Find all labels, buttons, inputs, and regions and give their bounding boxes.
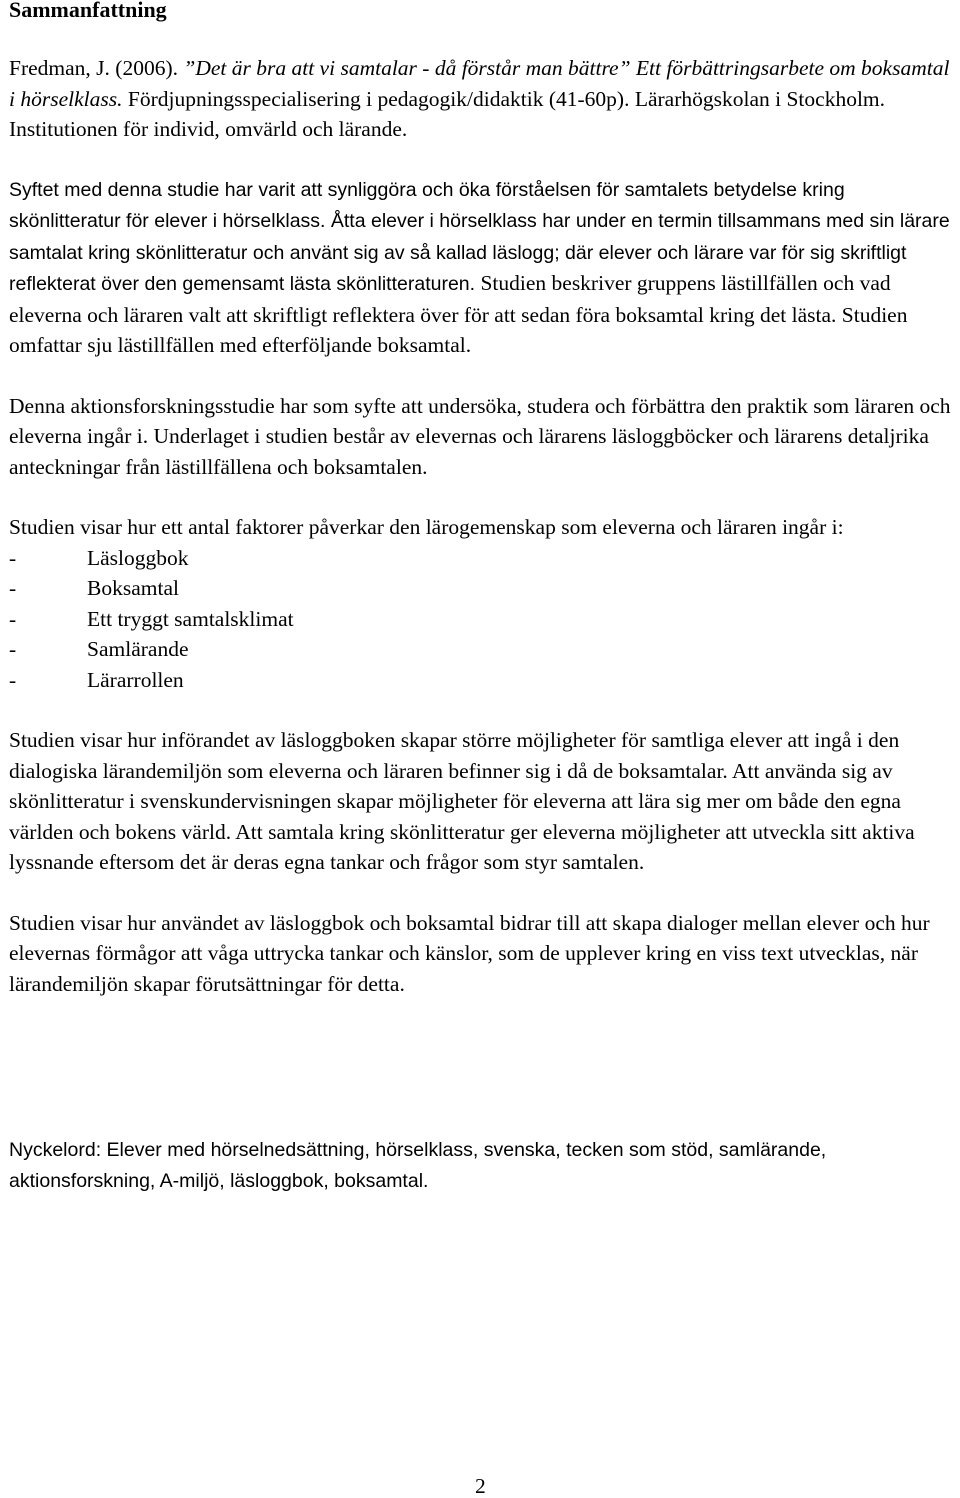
list-dash: - — [9, 637, 17, 661]
list-item-label: Ett tryggt samtalsklimat — [87, 606, 294, 631]
list-item-label: Läsloggbok — [87, 545, 189, 570]
list-item — [9, 665, 955, 696]
list-item — [9, 543, 955, 574]
list-item — [9, 604, 955, 635]
list-dash: - — [9, 576, 17, 600]
abstract-aim-paragraph — [9, 174, 955, 361]
citation — [9, 53, 955, 145]
factors-list — [9, 543, 955, 696]
abstract-aim-sans: Syftet med denna studie har varit att synliggöra och öka förståelsen för samtalets betydelse kring skönlitteratur för elever i hörselklass. Åtta elever i hörselklass har under en termin tillsammans med sin lärare samtalat kring skönlitteratur och använt sig av så kallad läslogg; där elever och lärare var för sig skriftligt reflekterat över den gemensamt lästa skönlitteraturen. — [9, 178, 950, 295]
list-item-label: Lärarrollen — [87, 667, 184, 692]
list-item — [9, 634, 955, 665]
page-number: 2 — [475, 1474, 486, 1498]
citation-title: ”Det är bra att vi samtalar - då förstår man bättre” Ett förbättringsarbete om boksamtal i hörselklass. — [9, 56, 950, 111]
citation-authors-year: Fredman, J. (2006). — [9, 56, 184, 80]
list-dash: - — [9, 606, 17, 631]
list-item-label: Samlärande — [87, 637, 189, 661]
abstract-aim-serif: Studien beskriver gruppens lästillfällen och vad eleverna och läraren valt att skriftligt reflektera över för att sedan föra boksamtal kring det lästa. Studien omfattar sju lästillfällen med efterföljande boksamtal. — [9, 271, 908, 357]
document-page — [9, 0, 955, 1196]
factors-intro: Studien visar hur ett antal faktorer påverkar den lärogemenskap som eleverna och läraren ingår i: — [9, 515, 844, 539]
keywords: Nyckelord: Elever med hörselnedsättning, hörselklass, svenska, tecken som stöd, samlärande, aktionsforskning, A-miljö, läsloggbok, boksamtal. — [9, 1139, 827, 1192]
abstract-method-paragraph: Denna aktionsforskningsstudie har som syfte att undersöka, studera och förbättra den praktik som läraren och eleverna ingår i. Underlaget i studien består av elevernas och lärarens läsloggböcker och lärarens detaljrika anteckningar från lästillfällena och boksamtalen. — [9, 393, 951, 479]
abstract-result-paragraph-2: Studien visar hur användet av läsloggbok och boksamtal bidrar till att skapa dialoger mellan elever och hur elevernas förmågor att våga uttrycka tankar och känslor, som de upplever kring en viss text utvecklas, när lärandemiljön skapar förutsättningar för detta. — [9, 910, 930, 996]
citation-details: Fördjupningsspecialisering i pedagogik/didaktik (41-60p). Lärarhögskolan i Stockholm. Institutionen för individ, omvärld och lärande. — [9, 86, 886, 141]
list-item — [9, 573, 955, 604]
abstract-result-paragraph-1: Studien visar hur införandet av läsloggboken skapar större möjligheter för samtliga elever att ingå i den dialogiska lärandemiljön som eleverna och läraren befinner sig i då de boksamtalar. Att använda sig av skönlitteratur i svenskundervisningen skapar möjligheter för eleverna att lära sig mer om både den egna världen och bokens värld. Att samtala kring skönlitteratur ger eleverna möjligheter att utveckla sitt aktiva lyssnande eftersom det är deras egna tankar och frågor som styr samtalen. — [9, 728, 915, 874]
list-dash: - — [9, 667, 17, 692]
section-heading: Sammanfattning — [9, 0, 167, 22]
list-item-label: Boksamtal — [87, 576, 179, 600]
list-dash: - — [9, 545, 17, 570]
